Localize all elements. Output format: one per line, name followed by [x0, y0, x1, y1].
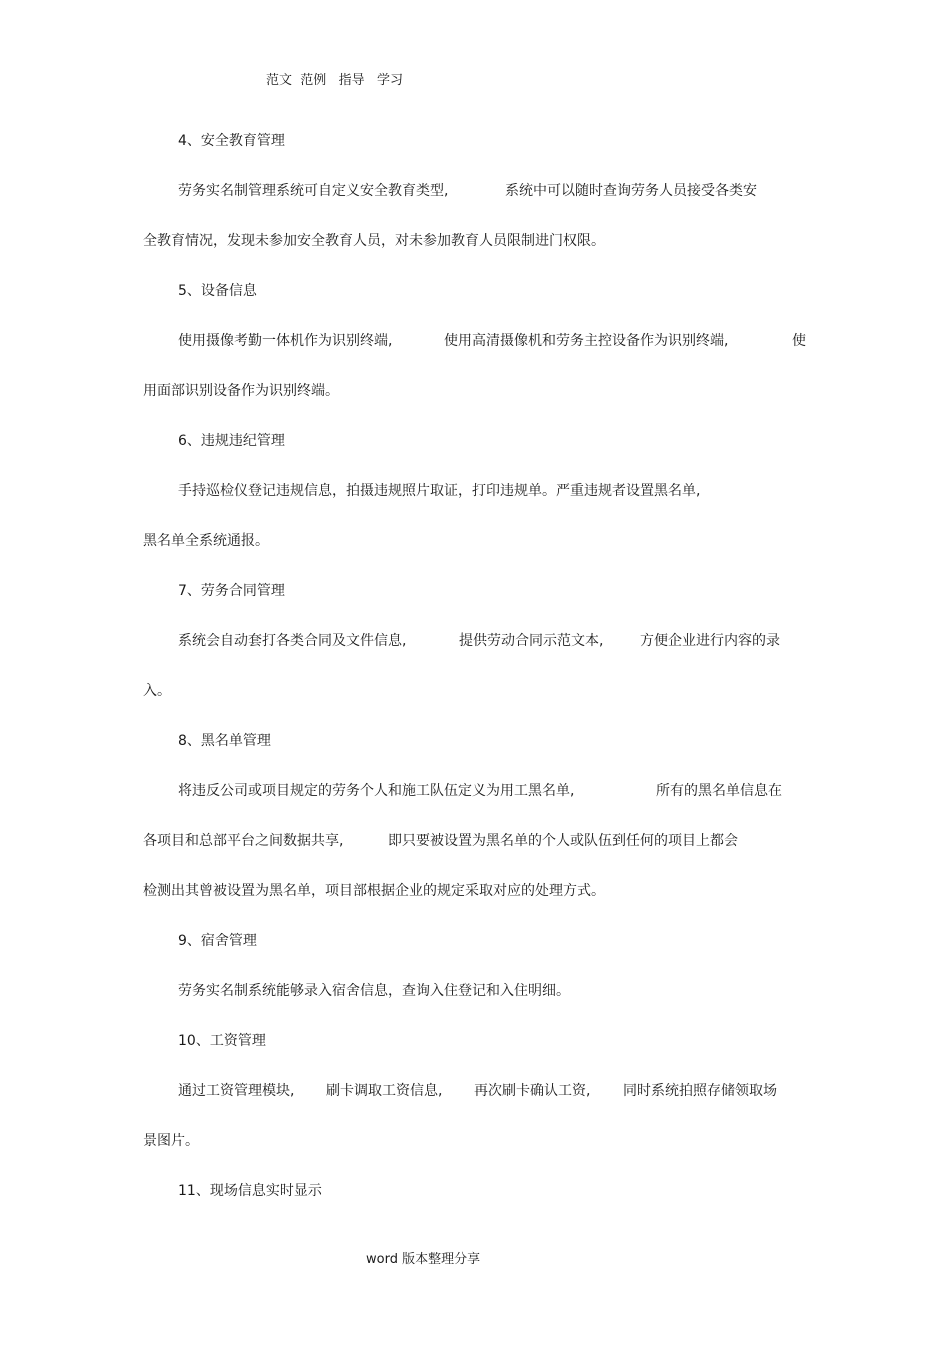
text-segment: 所有的黑名单信息在: [656, 783, 782, 799]
paragraph-line: [0, 331, 950, 351]
paragraph-line: [0, 631, 950, 651]
text-segment: 系统会自动套打各类合同及文件信息,: [178, 633, 407, 649]
section-title-5: 5、设备信息: [178, 283, 257, 299]
text-segment: 再次刷卡确认工资,: [474, 1083, 591, 1099]
text-segment: 使用摄像考勤一体机作为识别终端,: [178, 333, 393, 349]
paragraph-line: [0, 831, 950, 851]
text-segment: 使: [792, 333, 806, 349]
paragraph-line: [0, 181, 950, 201]
paragraph-line: 黑名单全系统通报。: [143, 533, 269, 549]
paragraph-line: 入。: [143, 683, 171, 699]
section-title-10: 10、工资管理: [178, 1033, 266, 1049]
text-segment: 即只要被设置为黑名单的个人或队伍到任何的项目上都会: [388, 833, 738, 849]
text-segment: 使用高清摄像机和劳务主控设备作为识别终端,: [444, 333, 729, 349]
section-title-9: 9、宿舍管理: [178, 933, 257, 949]
page-footer: word 版本整理分享: [366, 1252, 481, 1267]
text-segment: 通过工资管理模块,: [178, 1083, 295, 1099]
paragraph-line: 全教育情况，发现未参加安全教育人员，对未参加教育人员限制进门权限。: [143, 233, 605, 249]
paragraph-line: [0, 781, 950, 801]
paragraph-line: 劳务实名制系统能够录入宿舍信息，查询入住登记和入住明细。: [178, 983, 570, 999]
paragraph-line: [0, 1081, 950, 1101]
paragraph-line: 检测出其曾被设置为黑名单，项目部根据企业的规定采取对应的处理方式。: [143, 883, 605, 899]
text-segment: 同时系统拍照存储领取场: [623, 1083, 777, 1099]
paragraph-line: 用面部识别设备作为识别终端。: [143, 383, 339, 399]
section-title-6: 6、违规违纪管理: [178, 433, 285, 449]
text-segment: 方便企业进行内容的录: [640, 633, 780, 649]
text-segment: 劳务实名制管理系统可自定义安全教育类型,: [178, 183, 449, 199]
paragraph-line: 景图片。: [143, 1133, 199, 1149]
section-title-8: 8、黑名单管理: [178, 733, 271, 749]
section-title-4: 4、安全教育管理: [178, 133, 285, 149]
section-title-7: 7、劳务合同管理: [178, 583, 285, 599]
text-segment: 系统中可以随时查询劳务人员接受各类安: [505, 183, 757, 199]
text-segment: 各项目和总部平台之间数据共享,: [143, 833, 344, 849]
section-title-11: 11、现场信息实时显示: [178, 1183, 322, 1199]
text-segment: 将违反公司或项目规定的劳务个人和施工队伍定义为用工黑名单,: [178, 783, 575, 799]
paragraph-line: 手持巡检仪登记违规信息，拍摄违规照片取证，打印违规单。严重违规者设置黑名单,: [178, 483, 701, 499]
page-header: 范文 范例 指导 学习: [266, 73, 404, 88]
text-segment: 提供劳动合同示范文本,: [459, 633, 604, 649]
text-segment: 刷卡调取工资信息,: [326, 1083, 443, 1099]
